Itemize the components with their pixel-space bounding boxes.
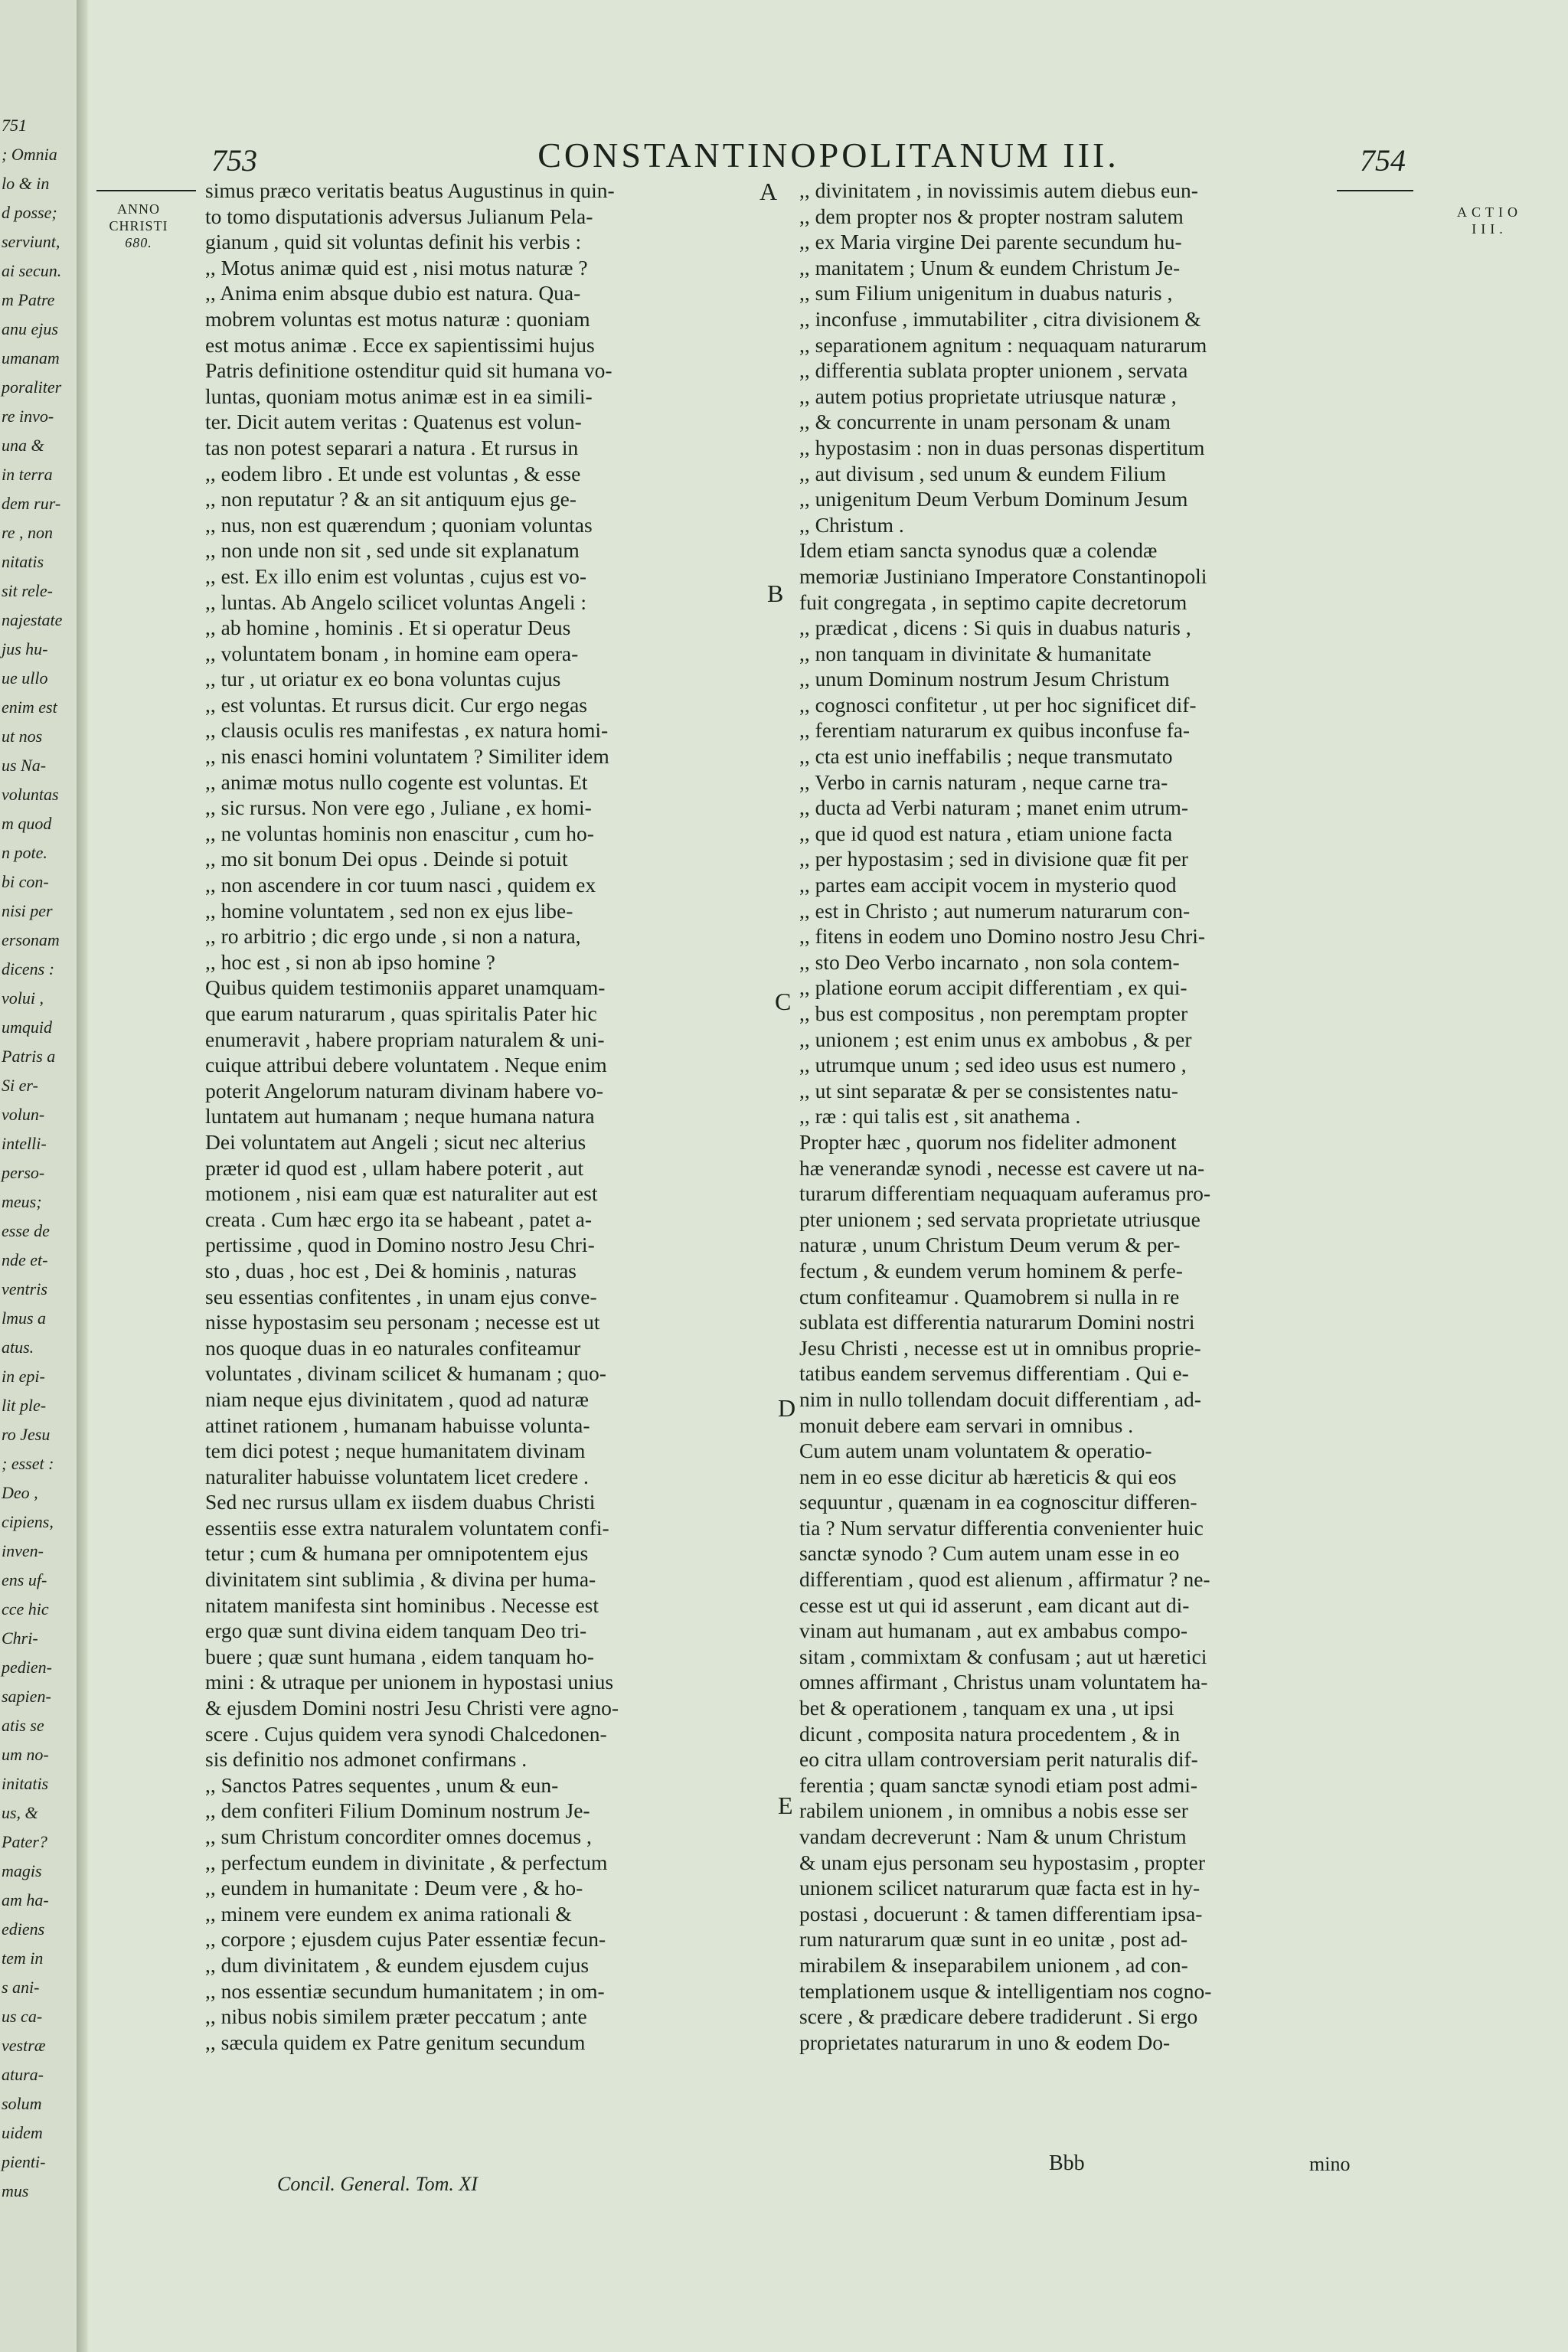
margin-fragment: in epi- (2, 1367, 45, 1386)
text-line: templationem usque & intelligentiam nos cogno- (799, 1978, 1212, 2003)
actio-label: ACTIO (1457, 204, 1522, 220)
text-line: ,, animæ motus nullo cogente est voluntas. Et (205, 769, 588, 794)
text-line: que earum naturarum , quas spiritalis Pater hic (205, 1001, 597, 1025)
text-line: ,, ferentiam naturarum ex quibus inconfuse fa- (799, 718, 1191, 743)
margin-fragment: intelli- (2, 1134, 47, 1153)
text-line: Idem etiam sancta synodus quæ a colendæ (799, 538, 1158, 563)
text-line: ,, clausis oculis res manifestas , ex natura homi- (205, 718, 609, 743)
margin-fragment: najestate (2, 610, 63, 629)
margin-fragment: ediens (2, 1919, 45, 1939)
margin-fragment: s ani- (2, 1978, 40, 1997)
text-line: unionem scilicet naturarum quæ facta est in hy- (799, 1876, 1200, 1900)
text-line: ,, que id quod est natura , etiam unione facta (799, 821, 1173, 845)
text-line: ,, est in Christo ; aut numerum naturarum con- (799, 898, 1191, 923)
text-line: poterit Angelorum naturam divinam habere vo- (205, 1078, 604, 1102)
margin-fragment: us Na- (2, 756, 47, 775)
margin-fragment: nitatis (2, 552, 44, 571)
margin-fragment: re , non (2, 523, 54, 542)
margin-fragment: ut nos (2, 727, 43, 746)
text-line: ,, dum divinitatem , & eundem ejusdem cujus (205, 1952, 590, 1977)
text-line: vandam decreverunt : Nam & unum Christum (799, 1824, 1187, 1848)
margin-fragment: ersonam (2, 930, 60, 949)
text-line: rabilem unionem , in omnibus a nobis esse ser (799, 1798, 1188, 1823)
text-line: ,, separationem agnitum : nequaquam naturarum (799, 332, 1207, 357)
margin-fragment: Deo , (2, 1483, 38, 1502)
section-marker-b: B (767, 580, 784, 607)
margin-fragment: meus; (2, 1192, 42, 1211)
text-line: ,, partes eam accipit vocem in mysterio quod (799, 873, 1177, 897)
text-line: tatibus eandem servemus differentiam . Qui e- (799, 1361, 1189, 1386)
text-line: ctum confiteamur . Quamobrem si nulla in re (799, 1284, 1180, 1308)
text-line: ,, bus est compositus , non peremptam propter (799, 1001, 1188, 1025)
text-line: pertissime , quod in Domino nostro Jesu Chri- (205, 1233, 595, 1257)
text-line: ,, Sanctos Patres sequentes , unum & eun- (205, 1772, 559, 1797)
margin-fragment: volun- (2, 1105, 45, 1124)
margin-fragment: solum (2, 2094, 42, 2113)
margin-fragment: atis se (2, 1716, 44, 1735)
text-line: ,, Verbo in carnis naturam , neque carne tra- (799, 769, 1168, 794)
margin-fragment: cce hic (2, 1599, 49, 1619)
text-line: & ejusdem Domini nostri Jesu Christi vere agno- (205, 1696, 619, 1720)
text-line: Quibus quidem testimoniis apparet unamquam- (205, 975, 606, 1000)
margin-fragment: sit rele- (2, 581, 53, 600)
text-line: buere ; quæ sunt humana , eidem tanquam ho- (205, 1644, 594, 1668)
margin-fragment: n pote. (2, 843, 47, 862)
text-line: Jesu Christi , necesse est ut in omnibus proprie- (799, 1335, 1201, 1360)
text-line: Cum autem unam voluntatem & operatio- (799, 1439, 1152, 1463)
text-line: mobrem voluntas est motus naturæ : quoniam (205, 306, 590, 331)
text-line: ,, non tanquam in divinitate & humanitate (799, 641, 1152, 665)
text-line: memoriæ Justiniano Imperatore Constantinopoli (799, 564, 1207, 588)
margin-fragment: Chri- (2, 1628, 38, 1648)
text-line: monuit debere eam servari in omnibus . (799, 1413, 1134, 1437)
text-line: mini : & utraque per unionem in hypostasi unius (205, 1670, 614, 1694)
text-line: ,, eundem in humanitate : Deum vere , & ho- (205, 1876, 583, 1900)
text-line: ,, perfectum eundem in divinitate , & perfectum (205, 1850, 608, 1874)
text-line: ,, sum Christum concorditer omnes docemus , (205, 1824, 592, 1848)
text-line: ,, fitens in eodem uno Domino nostro Jesu Chri- (799, 924, 1206, 949)
text-line: ,, sto Deo Verbo incarnato , non sola contem- (799, 949, 1180, 974)
margin-fragment: magis (2, 1861, 42, 1880)
text-line: tetur ; cum & humana per omnipotentem ejus (205, 1541, 589, 1566)
text-line: ,, inconfuse , immutabiliter , citra divisionem & (799, 306, 1201, 331)
margin-fragment: ue ullo (2, 668, 48, 688)
text-line: simus præco veritatis beatus Augustinus in quin- (205, 178, 615, 202)
text-line: scere , & prædicare debere tradiderunt . Si ergo (799, 2004, 1198, 2029)
text-line: ,, ab homine , hominis . Et si operatur Deus (205, 616, 571, 640)
margin-fragment: atura- (2, 2065, 44, 2084)
margin-fragment: in terra (2, 465, 53, 484)
text-line: ,, sæcula quidem ex Patre genitum secundum (205, 2030, 586, 2054)
margin-fragment: pienti- (2, 2152, 46, 2171)
text-line: ,, hypostasim : non in duas personas dispertitum (799, 435, 1205, 459)
text-line: nim in nullo tollendam docuit differentiam , ad- (799, 1387, 1201, 1411)
text-line: nos quoque duas in eo naturales confiteamur (205, 1335, 581, 1360)
text-line: luntatem aut humanam ; neque humana natura (205, 1104, 595, 1129)
margin-fragment: una & (2, 436, 44, 455)
text-line: niam neque ejus divinitatem , quod ad naturæ (205, 1387, 590, 1411)
margin-fragment: dem rur- (2, 494, 61, 513)
margin-fragment: bi con- (2, 872, 49, 891)
text-line: bet & operationem , tanquam ex una , ut ipsi (799, 1696, 1174, 1720)
section-marker-c: C (775, 988, 792, 1015)
text-line: sanctæ synodo ? Cum autem unam esse in eo (799, 1541, 1180, 1566)
text-line: sublata est differentia naturarum Domini nostri (799, 1310, 1195, 1334)
text-line: ,, ne voluntas hominis non enascitur , cum ho- (205, 821, 594, 845)
margin-fragment: d posse; (2, 203, 57, 222)
text-line: ,, mo sit bonum Dei opus . Deinde si potuit (205, 847, 568, 871)
text-line: ,, ducta ad Verbi naturam ; manet enim utrum- (799, 795, 1189, 820)
text-line: sitam , commixtam & confusam ; aut ut hæretici (799, 1644, 1207, 1668)
text-line: ,, Christum . (799, 512, 904, 537)
margin-fragment: enim est (2, 697, 57, 717)
margin-fragment: us ca- (2, 2007, 43, 2026)
margin-fragment: mus (2, 2181, 29, 2200)
margin-fragment: umquid (2, 1018, 52, 1037)
text-line: hæ venerandæ synodi , necesse est cavere ut na- (799, 1155, 1205, 1180)
text-line: ,, luntas. Ab Angelo scilicet voluntas Angeli : (205, 590, 587, 614)
book-spine (77, 0, 87, 2352)
margin-fragment: lit ple- (2, 1396, 47, 1415)
text-line: essentiis esse extra naturalem voluntatem confi- (205, 1515, 609, 1540)
text-line: creata . Cum hæc ergo ita se habeant , patet a- (205, 1207, 592, 1231)
text-line: ,, autem potius proprietate utriusque naturæ , (799, 384, 1177, 408)
text-line: ,, ro arbitrio ; dic ergo unde , si non a natura, (205, 924, 581, 949)
text-line: cesse est ut qui id asserunt , eam dicant aut di- (799, 1592, 1190, 1617)
margin-fragment: vestræ (2, 2036, 46, 2055)
text-line: est motus animæ . Ecce ex sapientissimi hujus (205, 332, 595, 357)
margin-fragment: uidem (2, 2123, 43, 2142)
book-page (89, 0, 1568, 2352)
text-line: seu essentias confitentes , in unam ejus conve- (205, 1284, 597, 1308)
margin-fragment: lo & in (2, 174, 50, 193)
text-line: ,, cognosci confitetur , ut per hoc significet dif- (799, 692, 1197, 717)
text-line: ,, & concurrente in unam personam & unam (799, 410, 1171, 434)
text-line: postasi , docuerunt : & tamen differentiam ipsa- (799, 1901, 1203, 1926)
text-line: gianum , quid sit voluntas definit his verbis : (205, 230, 582, 254)
text-line: ,, ræ : qui talis est , sit anathema . (799, 1104, 1081, 1129)
text-line: tem dici potest ; neque humanitatem divinam (205, 1439, 586, 1463)
text-line: naturæ , unum Christum Deum verum & per- (799, 1233, 1181, 1257)
text-line: omnes affirmant , Christus unam voluntatem ha- (799, 1670, 1208, 1694)
margin-fragment: sapien- (2, 1687, 51, 1706)
text-line: ,, ex Maria virgine Dei parente secundum hu- (799, 230, 1182, 254)
text-line: ,, nus, non est quærendum ; quoniam voluntas (205, 512, 593, 537)
text-line: præter id quod est , ullam habere poterit , aut (205, 1155, 584, 1180)
text-line: ,, nis enasci homini voluntatem ? Similiter idem (205, 744, 609, 769)
text-line: ,, utrumque unum ; sed ideo usus est numero , (799, 1053, 1187, 1077)
text-line: enumeravit , habere propriam naturalem & uni- (205, 1027, 605, 1051)
text-line: dicunt , composita natura procedentem , & in (799, 1721, 1181, 1746)
text-line: luntas, quoniam motus animæ est in ea simili- (205, 384, 593, 408)
text-column-left (205, 178, 784, 2055)
text-line: nisse hypostasim seu personam ; necesse est ut (205, 1310, 600, 1334)
footer-signature: Concil. General. Tom. XI (277, 2173, 478, 2195)
actio-number: III. (1472, 221, 1508, 237)
text-line: ter. Dicit autem veritas : Quatenus est volun- (205, 410, 582, 434)
margin-fragment: ai secun. (2, 261, 62, 280)
margin-fragment: Patris a (2, 1047, 56, 1066)
text-line: to tomo disputationis adversus Julianum Pela- (205, 204, 593, 228)
margin-fragment: esse de (2, 1221, 50, 1240)
text-line: ,, nos essentiæ secundum humanitatem ; in om- (205, 1978, 605, 2003)
text-line: ,, eodem libro . Et unde est voluntas , & esse (205, 461, 581, 485)
signature-mark: Bbb (1049, 2151, 1085, 2175)
text-line: ,, ut sint separatæ & per se consistentes natu- (799, 1078, 1178, 1102)
section-marker-e: E (778, 1792, 793, 1819)
margin-fragment: m quod (2, 814, 52, 833)
margin-fragment: volui , (2, 988, 44, 1008)
text-line: voluntates , divinam scilicet & humanam ; quo- (205, 1361, 606, 1386)
text-line: turarum differentiam nequaquam auferamus pro- (799, 1181, 1211, 1206)
page-number-left: 753 (211, 143, 257, 178)
margin-fragment: umanam (2, 348, 60, 368)
text-line: ,, nibus nobis similem præter peccatum ; ante (205, 2004, 587, 2029)
margin-fragment: jus hu- (2, 639, 48, 658)
margin-fragment: ; esset : (2, 1454, 54, 1473)
margin-fragment: ens uf- (2, 1570, 47, 1589)
margin-fragment: nisi per (2, 901, 53, 920)
margin-fragment: perso- (2, 1163, 45, 1182)
text-line: ,, Anima enim absque dubio est natura. Qua- (205, 281, 581, 305)
text-line: tia ? Num servatur differentia convenienter huic (799, 1515, 1204, 1540)
text-line: ,, unum Dominum nostrum Jesum Christum (799, 667, 1170, 691)
margin-fragment: ro Jesu (2, 1425, 51, 1444)
header-rule-left (96, 190, 196, 191)
text-line: ,, non unde non sit , sed unde sit explanatum (205, 538, 580, 563)
margin-fragment: Pater? (2, 1832, 47, 1851)
text-line: & unam ejus personam seu hypostasim , propter (799, 1850, 1206, 1874)
running-title: CONSTANTINOPOLITANUM III. (537, 136, 1119, 175)
margin-fragment: pedien- (2, 1658, 52, 1677)
text-line: divinitatem sint sublimia , & divina per huma- (205, 1567, 596, 1592)
text-line: fuit congregata , in septimo capite decretorum (799, 590, 1187, 614)
text-line: nitatem manifesta sint hominibus . Necesse est (205, 1592, 599, 1617)
text-line: ferentia ; quam sanctæ synodi etiam post admi- (799, 1772, 1198, 1797)
text-line: ergo quæ sunt divina eidem tanquam Deo tri- (205, 1619, 587, 1643)
text-line: ,, non ascendere in cor tuum nasci , quidem ex (205, 873, 596, 897)
actio-note (1457, 204, 1522, 237)
text-line: naturaliter habuisse voluntatem licet credere . (205, 1464, 589, 1488)
text-line: ,, voluntatem bonam , in homine eam opera- (205, 641, 579, 665)
text-line: ,, aut divisum , sed unum & eundem Filium (799, 461, 1166, 485)
text-line: ,, Motus animæ quid est , nisi motus naturæ ? (205, 255, 588, 279)
text-line: ,, per hypostasim ; sed in divisione quæ fit per (799, 847, 1188, 871)
anno-christi-note (104, 201, 173, 251)
margin-fragment: cipiens, (2, 1512, 54, 1531)
text-line: ,, differentia sublata propter unionem , servata (799, 358, 1188, 383)
text-line: ,, est voluntas. Et rursus dicit. Cur ergo negas (205, 692, 588, 717)
text-line: sequuntur , quænam in ea cognoscitur differen- (799, 1490, 1197, 1514)
text-line: attinet rationem , humanam habuisse volunta- (205, 1413, 590, 1437)
margin-fragment: poraliter (2, 377, 62, 397)
text-line: Patris definitione ostenditur quid sit humana vo- (205, 358, 612, 383)
margin-fragment: am ha- (2, 1890, 49, 1909)
text-line: ,, sum Filium unigenitum in duabus naturis , (799, 281, 1173, 305)
margin-fragment: ventris (2, 1279, 47, 1298)
text-line: ,, est. Ex illo enim est voluntas , cujus est vo- (205, 564, 586, 588)
text-line: sto , duas , hoc est , Dei & hominis , naturas (205, 1258, 577, 1282)
margin-fragment: dicens : (2, 959, 55, 978)
text-line: ,, manitatem ; Unum & eundem Christum Je- (799, 255, 1181, 279)
text-line: pter unionem ; sed servata proprietate utriusque (799, 1207, 1200, 1231)
text-line: Propter hæc , quorum nos fideliter admonent (799, 1129, 1177, 1154)
text-line: mirabilem & inseparabilem unionem , ad con- (799, 1952, 1188, 1977)
christi-label: CHRISTI (109, 218, 168, 234)
text-line: ,, minem vere eundem ex anima rationali & (205, 1901, 572, 1926)
margin-fragment: tem in (2, 1949, 44, 1968)
text-line: cuique attribui debere voluntatem . Neque enim (205, 1053, 607, 1077)
margin-fragment: Si er- (2, 1076, 38, 1095)
text-line: ,, dem confiteri Filium Dominum nostrum Je- (205, 1798, 590, 1823)
anno-label: ANNO (117, 201, 160, 217)
margin-fragment: re invo- (2, 407, 54, 426)
text-line: eo citra ullam controversiam perit naturalis dif- (799, 1747, 1198, 1772)
text-line: ,, cta est unio ineffabilis ; neque transmutato (799, 744, 1173, 769)
text-line: sis definitio nos admonet confirmans . (205, 1747, 528, 1772)
text-line: motionem , nisi eam quæ est naturaliter aut est (205, 1181, 598, 1206)
text-line: Sed nec rursus ullam ex iisdem duabus Christi (205, 1490, 596, 1514)
margin-fragment: m Patre (2, 290, 55, 309)
margin-fragment: ; Omnia (2, 145, 57, 164)
text-line: ,, non reputatur ? & an sit antiquum ejus ge- (205, 487, 577, 511)
year-label: 680. (125, 235, 152, 250)
margin-fragment: 751 (2, 116, 27, 135)
text-line: ,, divinitatem , in novissimis autem diebus eun- (799, 178, 1198, 202)
text-line: ,, platione eorum accipit differentiam , ex qui- (799, 975, 1187, 1000)
text-line: ,, dem propter nos & propter nostram salutem (799, 204, 1184, 228)
text-line: proprietates naturarum in uno & eodem Do- (799, 2030, 1171, 2054)
text-line: ,, sic rursus. Non vere ego , Juliane , ex homi- (205, 795, 592, 820)
margin-fragment: atus. (2, 1338, 34, 1357)
text-line: ,, corpore ; ejusdem cujus Pater essentiæ fecun- (205, 1927, 606, 1952)
text-line: fectum , & eundem verum hominem & perfe- (799, 1258, 1183, 1282)
margin-fragment: nde et- (2, 1250, 48, 1269)
text-line: Dei voluntatem aut Angeli ; sicut nec alterius (205, 1129, 586, 1154)
catchword: mino (1309, 2153, 1351, 2175)
text-column-right (799, 178, 1396, 2055)
text-line: ,, unionem ; est enim unus ex ambobus , & per (799, 1027, 1192, 1051)
margin-fragment: us, & (2, 1803, 38, 1822)
text-line: differentiam , quod est alienum , affirmatur ? ne- (799, 1567, 1210, 1592)
section-marker-d: D (778, 1394, 796, 1422)
text-line: rum naturarum quæ sunt in eo unitæ , post ad- (799, 1927, 1188, 1952)
page-number-right: 754 (1360, 143, 1406, 178)
text-line: ,, homine voluntatem , sed non ex ejus libe- (205, 898, 573, 923)
margin-fragment: anu ejus (2, 319, 58, 338)
text-line: ,, hoc est , si non ab ipso homine ? (205, 949, 495, 974)
text-line: ,, tur , ut oriatur ex eo bona voluntas cujus (205, 667, 561, 691)
margin-fragment: initatis (2, 1774, 49, 1793)
text-line: vinam aut humanam , aut ex ambabus compo- (799, 1619, 1188, 1643)
adjacent-page-edge (0, 0, 78, 2352)
margin-fragment: lmus a (2, 1308, 47, 1328)
text-line: nem in eo esse dicitur ab hæreticis & qui eos (799, 1464, 1177, 1488)
margin-fragment: inven- (2, 1541, 44, 1560)
text-line: ,, unigenitum Deum Verbum Dominum Jesum (799, 487, 1188, 511)
section-marker-a: A (760, 178, 778, 205)
margin-fragment: um no- (2, 1745, 49, 1764)
margin-fragment: voluntas (2, 785, 59, 804)
text-line: ,, prædicat , dicens : Si quis in duabus naturis , (799, 616, 1191, 640)
text-line: scere . Cujus quidem vera synodi Chalcedonen- (205, 1721, 607, 1746)
text-line: tas non potest separari a natura . Et rursus in (205, 435, 579, 459)
margin-fragment: serviunt, (2, 232, 60, 251)
